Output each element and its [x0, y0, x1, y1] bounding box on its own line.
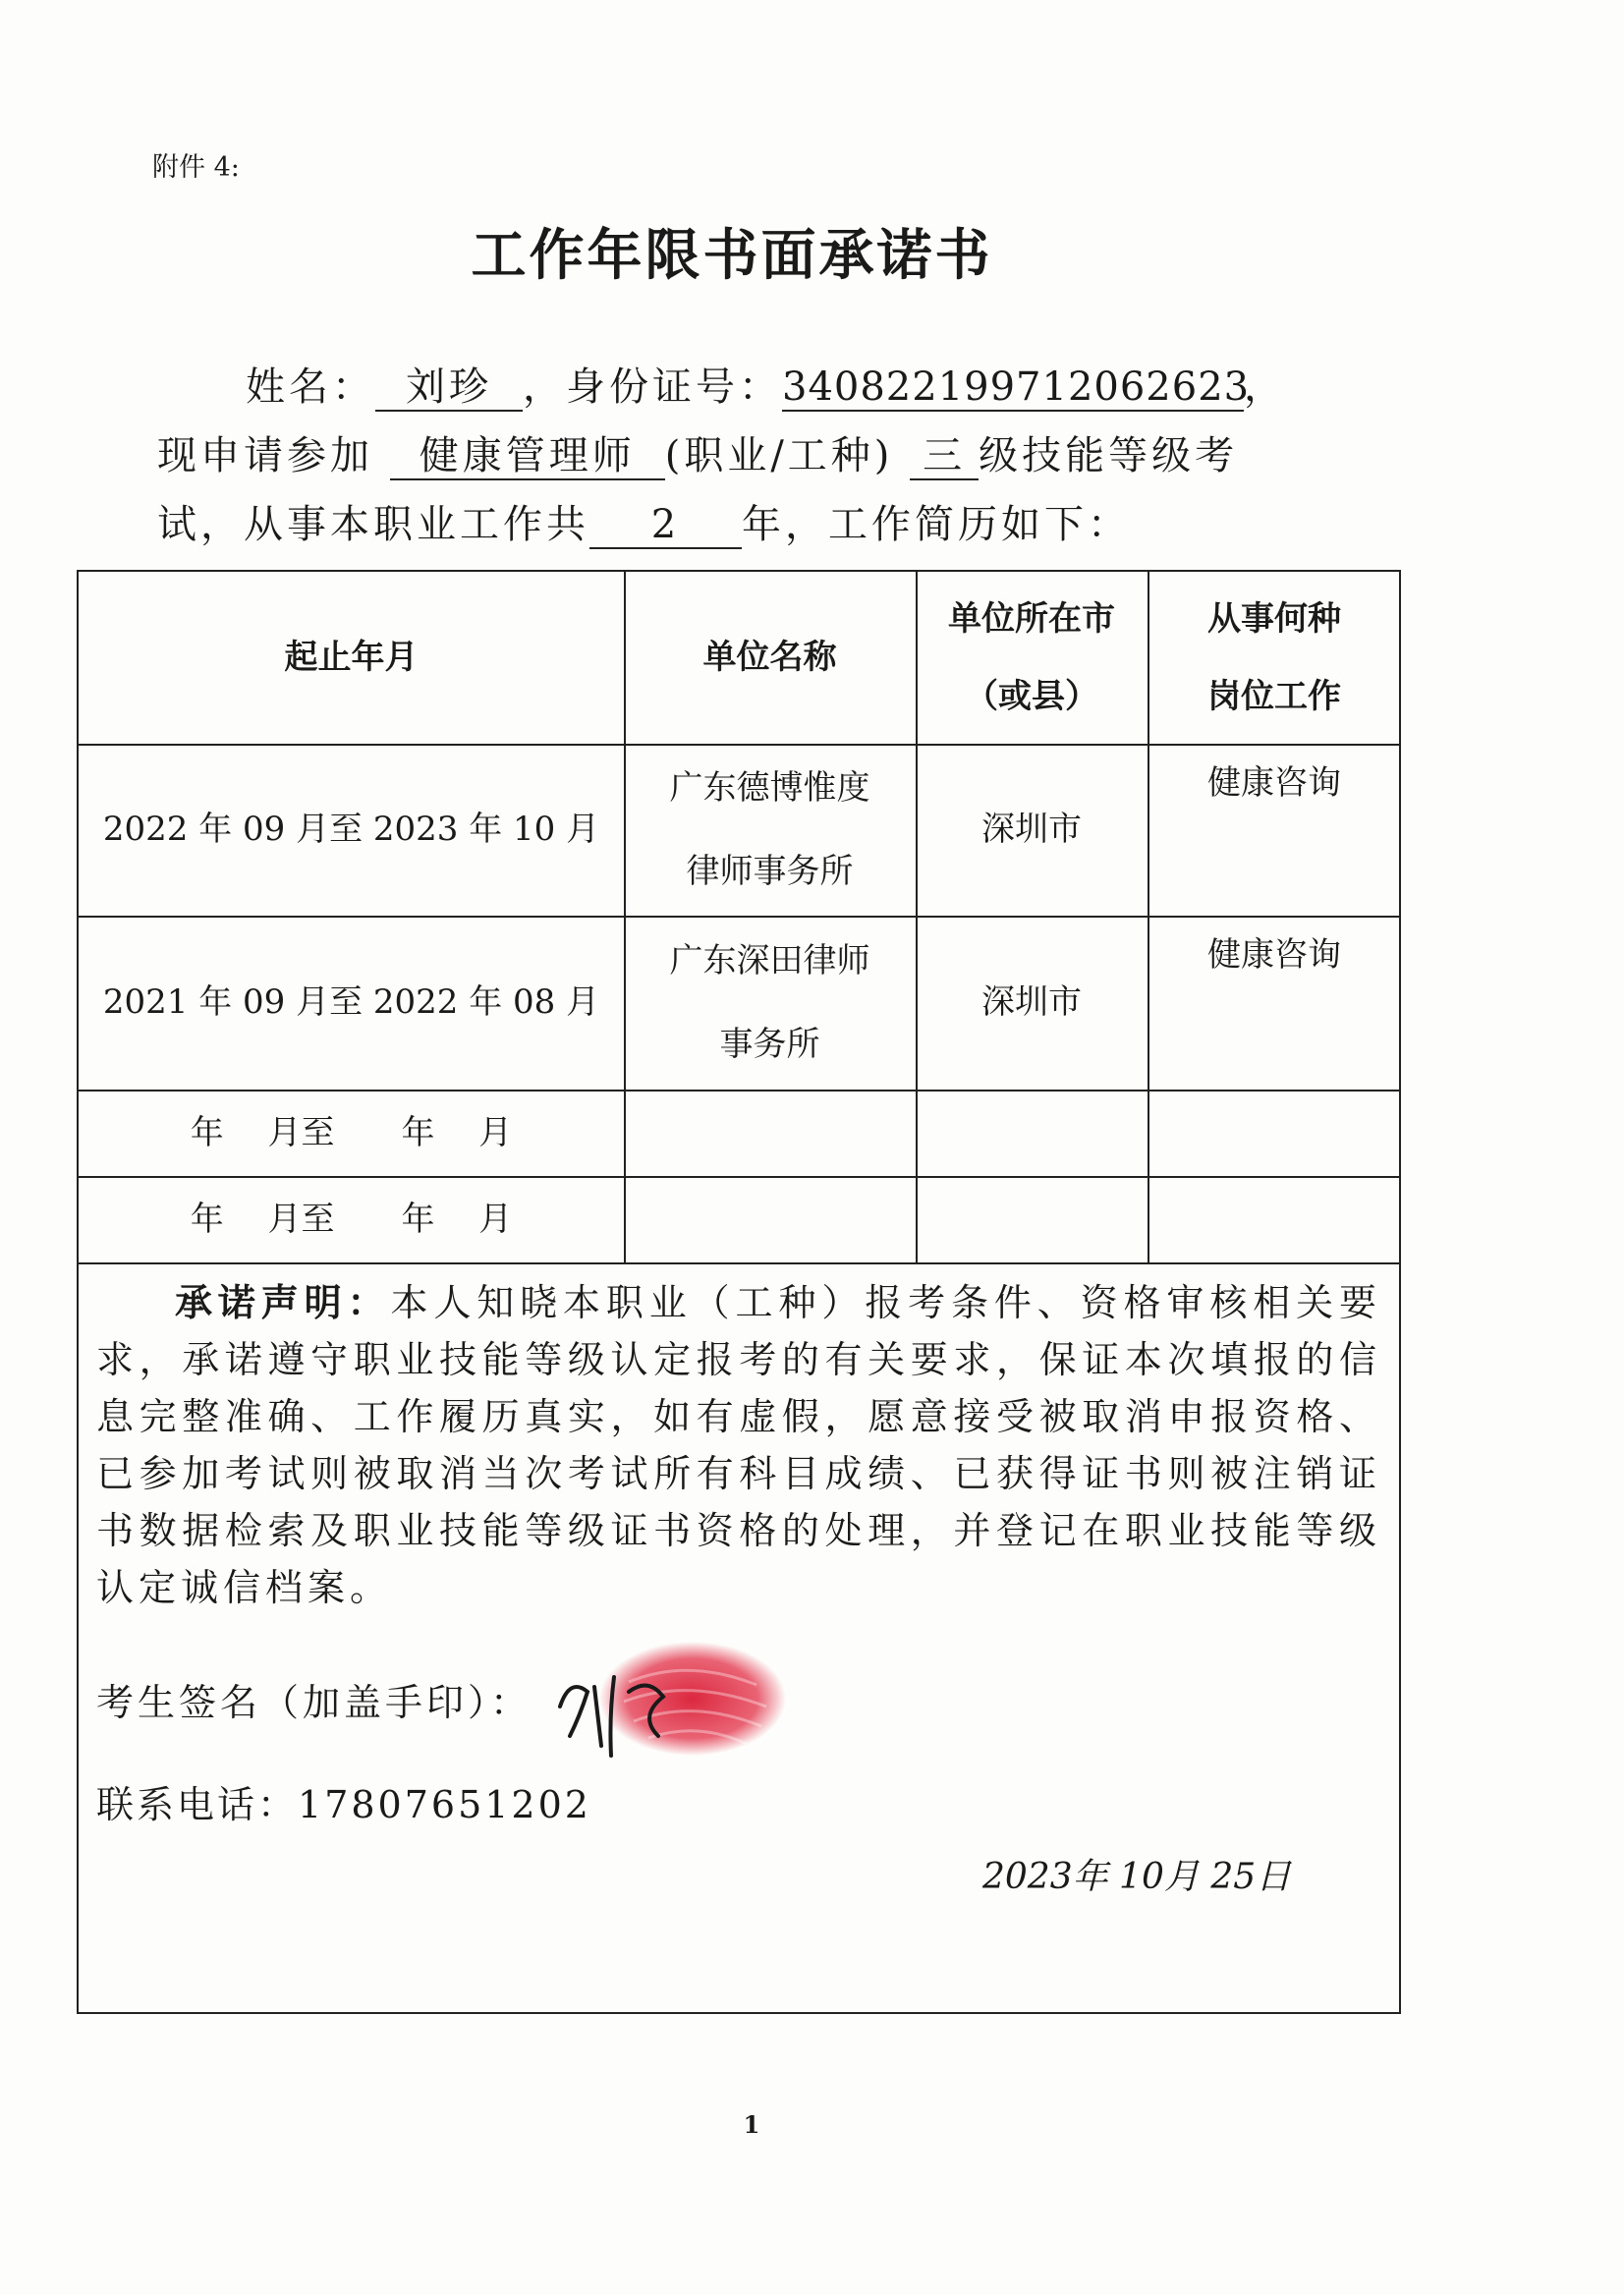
level-suffix: 级技能等级考: [979, 433, 1239, 478]
fingerprint-signature: [540, 1638, 806, 1775]
header-city-line1: 单位所在市: [948, 599, 1115, 640]
work-history-table: [77, 570, 1401, 2014]
attachment-label: 附件 4:: [152, 152, 240, 183]
id-number: 340822199712062623: [782, 364, 1251, 410]
header-city: [916, 572, 1148, 744]
phone-value: 17807651202: [298, 1783, 591, 1826]
occupation-suffix: (职业/工种): [664, 433, 894, 478]
header-job-line1: 从事何种: [1207, 599, 1341, 640]
row1-unit-line2: 律师事务所: [686, 851, 854, 891]
header-job: [1148, 572, 1401, 744]
row1-unit: [624, 744, 916, 916]
id-label: ，身份证号：: [523, 364, 782, 410]
header-period: 起止年月: [284, 638, 419, 678]
row1-job: 健康咨询: [1207, 762, 1341, 803]
row2-period: 2021 年 09 月至 2022 年 08 月: [102, 982, 600, 1023]
comma: ，: [1244, 364, 1287, 410]
intro-line-1: [246, 356, 1287, 412]
header-job-line2: 岗位工作: [1207, 676, 1341, 716]
row1-unit-line1: 广东德博惟度: [669, 767, 870, 808]
statement-label: 承诺声明：: [175, 1281, 391, 1324]
row2-job: 健康咨询: [1207, 934, 1341, 975]
row2-unit-line2: 事务所: [719, 1024, 820, 1064]
intro-line-2: [157, 424, 1238, 480]
line3-prefix: 试，从事本职业工作共: [157, 502, 589, 547]
row1-period: 2022 年 09 月至 2023 年 10 月: [102, 810, 600, 850]
apply-prefix: 现申请参加: [157, 433, 373, 478]
document-title: 工作年限书面承诺书: [471, 224, 993, 288]
header-city-line2: （或县）: [965, 676, 1098, 716]
row4-period: 年 月至 年 月: [190, 1199, 513, 1239]
signature-row: [96, 1672, 532, 1726]
name-value: 刘珍: [375, 364, 523, 412]
row2-unit-line1: 广东深田律师: [669, 940, 870, 980]
row2-unit: [624, 916, 916, 1090]
occupation-value: 健康管理师: [390, 433, 665, 480]
page-number: 1: [743, 2110, 760, 2139]
phone-label: 联系电话：: [96, 1783, 299, 1826]
row2-city: 深圳市: [981, 982, 1082, 1023]
phone-row: [96, 1774, 591, 1828]
name-label: 姓名：: [246, 364, 375, 410]
level-value: 三: [910, 433, 979, 480]
signature-label: 考生签名（加盖手印）：: [96, 1681, 532, 1724]
intro-line-3: [157, 493, 1131, 549]
header-unit: 单位名称: [702, 638, 837, 678]
line3-suffix: 年，工作简历如下：: [742, 502, 1131, 547]
row3-period: 年 月至 年 月: [190, 1112, 513, 1152]
row1-city: 深圳市: [981, 810, 1082, 850]
years-value: 2: [589, 502, 742, 549]
signed-date: 2023年 10月 25日: [982, 1857, 1292, 1897]
commitment-statement: [96, 1274, 1381, 1616]
statement-text: 本人知晓本职业（工种）报考条件、资格审核相关要求，承诺遵守职业技能等级认定报考的有关要求，保证本次填报的信息完整准确、工作履历真实，如有虚假，愿意接受被取消申报资格、已参加考试则被取消当次考试所有科目成绩、已获得证书则被注销证书数据检索及职业技能等级证书资格的处理，并登记在职业技能等级认定诚信档案。: [96, 1281, 1381, 1609]
